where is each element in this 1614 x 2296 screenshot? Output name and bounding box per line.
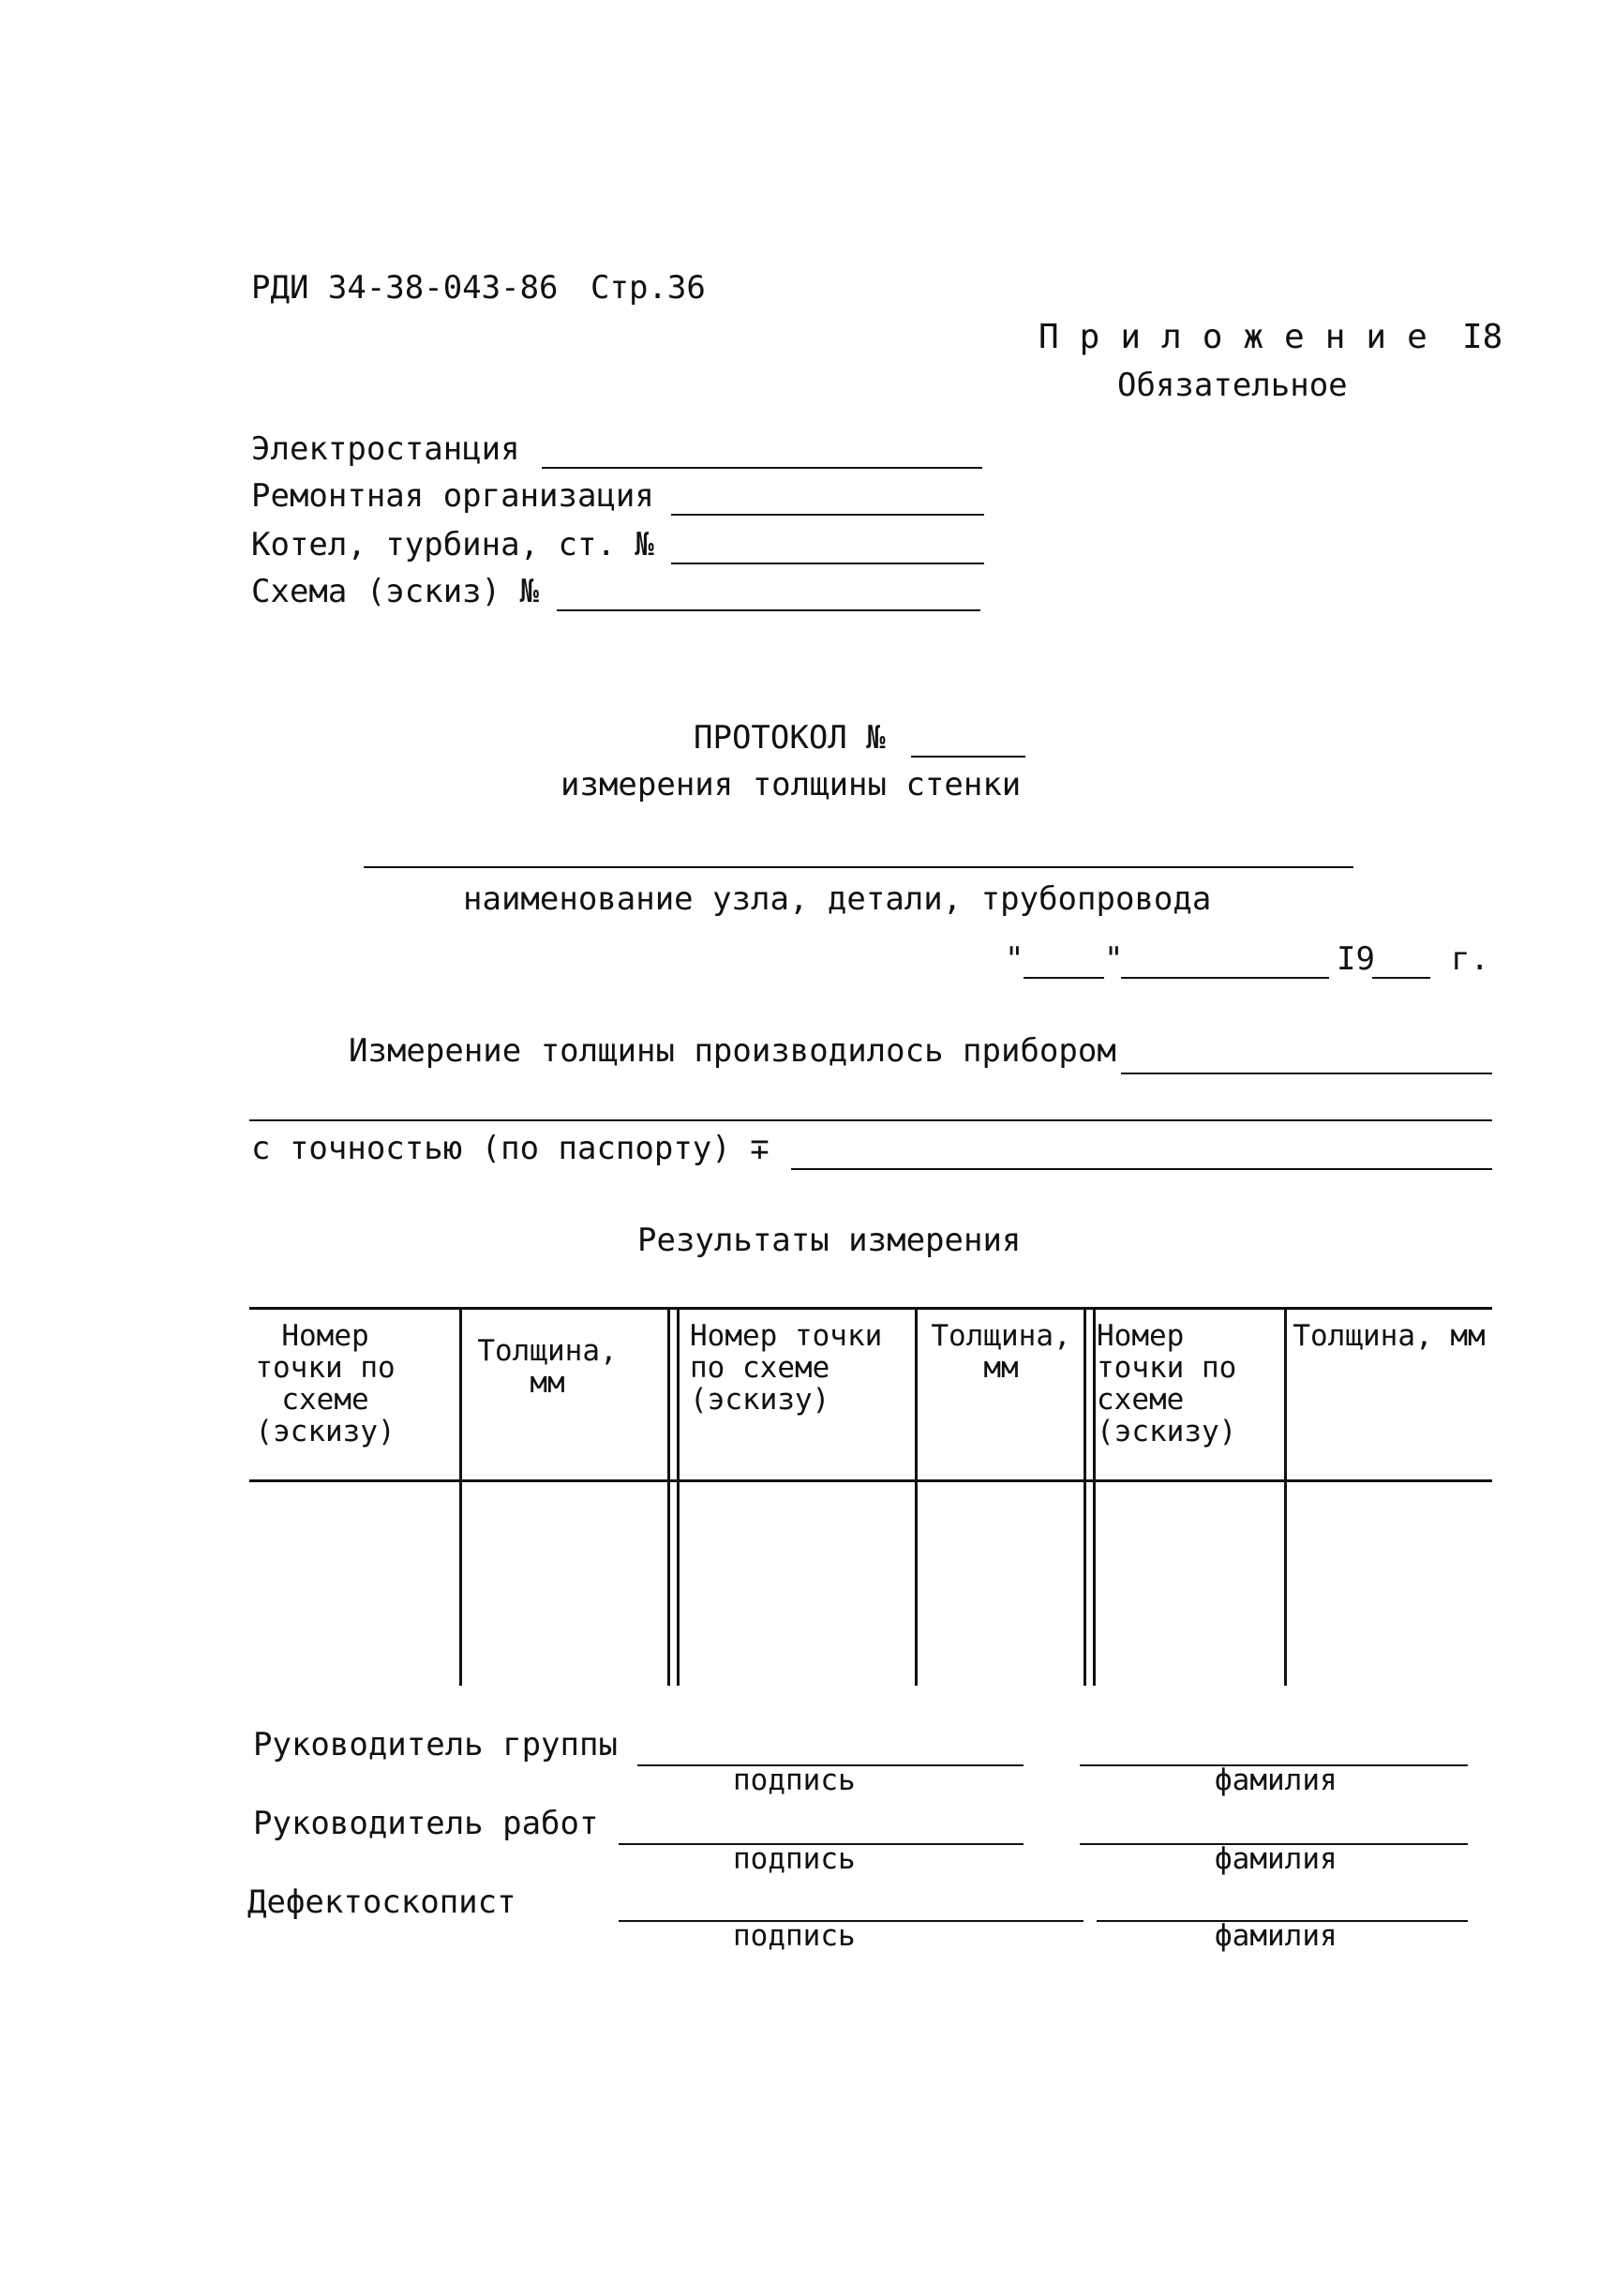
field-boiler-line[interactable] — [671, 563, 984, 564]
unit-name-caption: наименование узла, детали, трубопровода — [463, 880, 1212, 918]
column-header: Толщина, мм — [931, 1319, 1071, 1385]
column-header: Толщина, мм — [1293, 1319, 1486, 1353]
date-year-suffix: г. — [1451, 940, 1489, 978]
accuracy-label: с точностью (по паспорту) ∓ — [251, 1130, 770, 1167]
field-scheme-label: Схема (эскиз) № — [251, 573, 540, 610]
signature-role-work-lead: Руководитель работ — [253, 1805, 599, 1842]
date-year-line[interactable] — [1372, 977, 1430, 979]
protocol-number-line[interactable] — [911, 756, 1025, 758]
field-repair-org-line[interactable] — [671, 514, 984, 516]
results-title: Результаты измерения — [637, 1222, 1022, 1259]
date-quote-close: " — [1104, 940, 1124, 978]
unit-name-line[interactable] — [364, 866, 1353, 868]
page-number: Стр.36 — [590, 269, 706, 307]
field-scheme-line[interactable] — [557, 609, 980, 611]
signature-caption: подпись — [733, 1842, 856, 1876]
table-row[interactable] — [249, 1481, 1492, 1684]
column-header: Толщина, мм — [477, 1334, 618, 1400]
appendix-label: Приложение — [1039, 318, 1448, 356]
device-line-continued[interactable] — [249, 1119, 1492, 1121]
column-header: Номер точки по схеме (эскизу) — [690, 1319, 883, 1417]
signature-caption: подпись — [733, 1763, 856, 1797]
signature-role-flaw-detector: Дефектоскопист — [247, 1883, 516, 1921]
mandatory-label: Обязательное — [1117, 367, 1348, 404]
field-boiler-label: Котел, турбина, ст. № — [251, 526, 654, 563]
accuracy-line[interactable] — [791, 1168, 1492, 1170]
name-caption: фамилия — [1215, 1842, 1338, 1876]
doc-code: РДИ 34-38-043-86 — [251, 269, 559, 307]
device-line[interactable] — [1121, 1073, 1492, 1074]
name-caption: фамилия — [1215, 1919, 1338, 1953]
signature-caption: подпись — [733, 1919, 856, 1953]
field-power-station-line[interactable] — [542, 467, 982, 469]
appendix-number: I8 — [1462, 318, 1503, 356]
document-reference — [251, 269, 706, 307]
table-top-border — [249, 1307, 1492, 1310]
date-quote-open: " — [1005, 940, 1024, 978]
column-header: Номер точки по схеме (эскизу) — [255, 1319, 396, 1448]
signature-role-group-lead: Руководитель группы — [253, 1726, 618, 1763]
date-year-prefix: I9 — [1337, 940, 1375, 978]
protocol-subtitle: измерения толщины стенки — [560, 766, 1022, 803]
date-day-line[interactable] — [1024, 977, 1104, 979]
name-caption: фамилия — [1215, 1763, 1338, 1797]
device-label: Измерение толщины производилось прибором — [349, 1032, 1116, 1070]
field-power-station-label: Электростанция — [251, 430, 520, 468]
field-repair-org-label: Ремонтная организация — [251, 477, 654, 515]
date-month-line[interactable] — [1121, 977, 1329, 979]
column-header: Номер точки по схеме (эскизу) — [1097, 1319, 1237, 1448]
protocol-title: ПРОТОКОЛ № — [694, 719, 886, 757]
